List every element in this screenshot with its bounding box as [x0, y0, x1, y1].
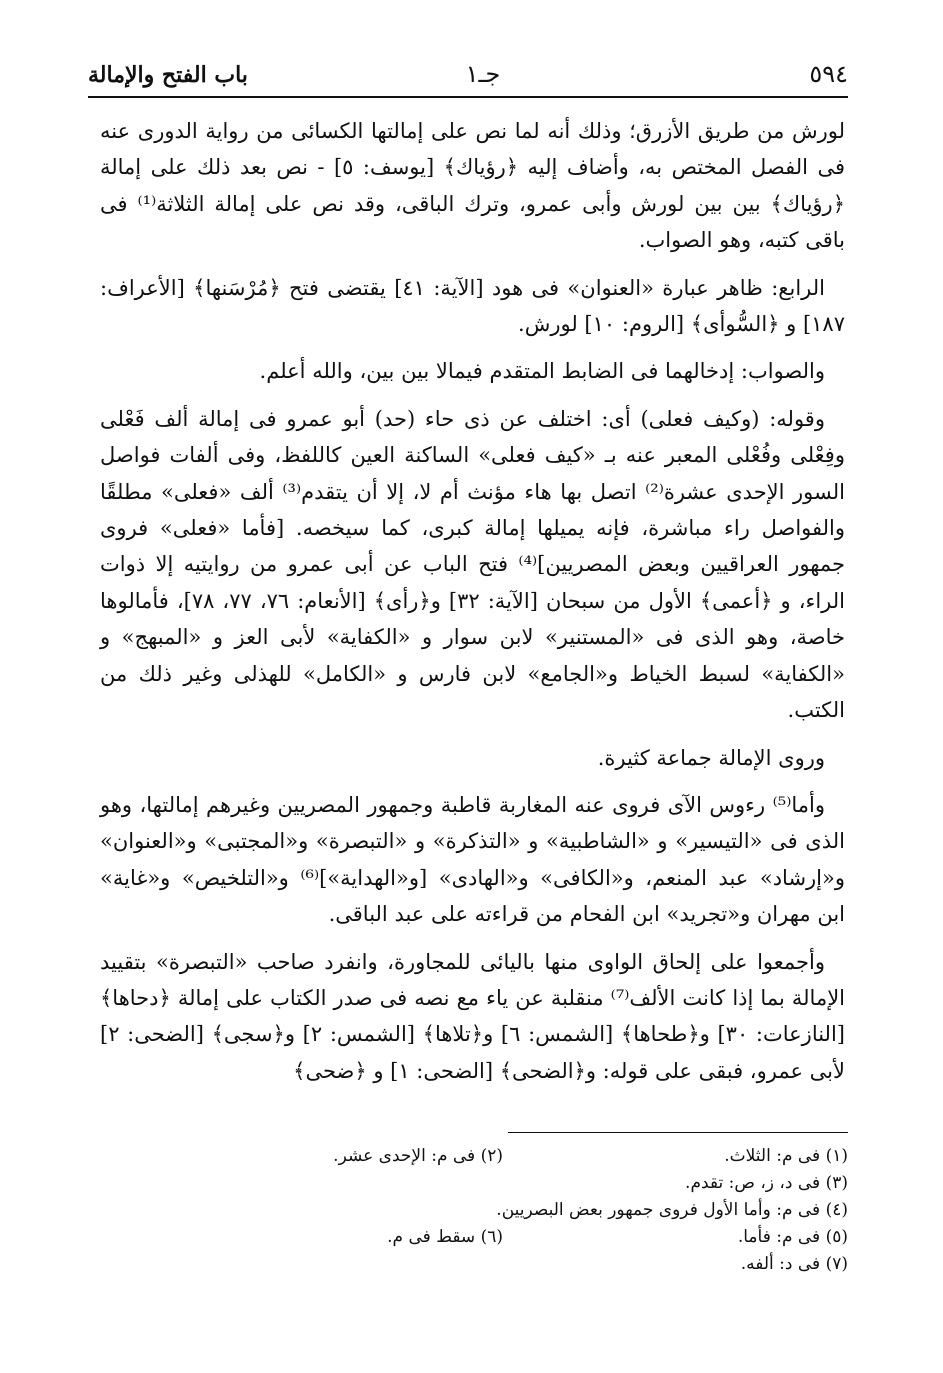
- paragraph: وروى الإمالة جماعة كثيرة.: [597, 745, 825, 770]
- paragraph: وقوله: (وكيف فعلى) أى: اختلف عن ذى حاء (حد) أبو عمرو فى إمالة ألف فَعْلى وفِعْلى وفُعْلى المعبر عنه بـ «كيف فعلى» الساكنة العين كاللفظ، وفى ألفات فواصل السور الإحدى عشرة⁽²⁾ اتصل بها هاء مؤنث أم لا، إلا أن يتقدم⁽³⁾ ألف «فعلى» مطلقًا والفواصل راء مباشرة، فإنه يميلها إمالة كبرى، كما سيخصه. [فأما «فعلى» فروى جمهور العراقيين وبعض المصريين]⁽⁴⁾ فتح الباب عن أبى عمرو من روايتيه إلا ذوات الراء، و ﴿أعمى﴾ الأول من سبحان [الآية: ٣٢] و﴿رأى﴾ [الأنعام: ٧٦، ٧٧، ٧٨]، فأمالوها خاصة، وهو الذى فى «المستنير» لابن سوار و «الكفاية» لأبى العز و «المبهج» و «الكفاية» لسبط الخياط و«الجامع» لابن فارس و «الكامل» للهذلى وغير ذلك من الكتب.: [100, 406, 846, 723]
- paragraph: وأما⁽⁵⁾ رءوس الآى فروى عنه المغاربة قاطبة وجمهور المصريين وغيرهم إمالتها، وهو الذى فى «التيسير» و «الشاطبية» و «التذكرة» و «التبصرة» و«المجتبى» و«العنوان» و«إرشاد» عبد المنعم، و«الكافى» و«الهادى» [و«الهداية»]⁽⁶⁾ و«التلخيص» و«غاية» ابن مهران و«تجريد» ابن الفحام من قراءته على عبد الباقى.: [100, 792, 845, 927]
- main-text: [100, 113, 845, 1100]
- footnote: (٤) فى م: وأما الأول فروى جمهور بعض البصريين.: [496, 1200, 848, 1220]
- footnotes: [200, 1143, 848, 1278]
- footnote: (٣) فى د، ز، ص: تقدم.: [685, 1173, 848, 1193]
- paragraph: الرابع: ظاهر عبارة «العنوان» فى هود [الآية: ٤١] يقتضى فتح ﴿مُرْسَنها﴾ [الأعراف: ١٨٧] و ﴿السُّوأى﴾ [الروم: ١٠] لورش.: [100, 275, 845, 337]
- header-rule: [88, 96, 848, 98]
- chapter-title: باب الفتح والإمالة: [88, 62, 248, 88]
- footnote: (١) فى م: الثلاث.: [724, 1146, 848, 1166]
- footnote: (٢) فى م: الإحدى عشر.: [333, 1146, 503, 1166]
- paragraph: وأجمعوا على إلحاق الواوى منها باليائى للمجاورة، وانفرد صاحب «التبصرة» بتقييد الإمالة بما إذا كانت الألف⁽⁷⁾ منقلبة عن ياء مع نصه فى صدر الكتاب على إمالة ﴿دحاها﴾ [النازعات: ٣٠] و﴿طحاها﴾ [الشمس: ٦] و﴿تلاها﴾ [الشمس: ٢] و﴿سجى﴾ [الضحى: ٢] لأبى عمرو، فبقى على قوله: و﴿الضحى﴾ [الضحى: ١] و ﴿ضحى﴾: [100, 949, 845, 1083]
- page-header: [88, 52, 848, 96]
- footnote-row: [200, 1251, 848, 1278]
- footnote: (٧) فى د: ألفه.: [740, 1254, 848, 1274]
- footnote-row: [200, 1170, 848, 1197]
- footnote-row: [200, 1224, 848, 1251]
- paragraph: لورش من طريق الأزرق؛ وذلك أنه لما نص على إمالتها الكسائى من رواية الدورى عنه فى الفصل المختص به، وأضاف إليه ﴿رؤياك﴾ [يوسف: ٥] - نص بعد ذلك على إمالة ﴿رؤياك﴾ بين بين لورش وأبى عمرو، وترك الباقى، وقد نص على إمالة الثلاثة⁽¹⁾ فى باقى كتبه، وهو الصواب.: [100, 119, 845, 253]
- footnote: (٦) سقط فى م.: [387, 1227, 503, 1247]
- footnote-row: [200, 1143, 848, 1170]
- footnote: (٥) فى م: فأما.: [737, 1227, 848, 1247]
- footnote-row: [200, 1197, 848, 1224]
- page-number: ٥٩٤: [809, 60, 848, 88]
- footnote-rule: [508, 1132, 848, 1133]
- paragraph: والصواب: إدخالهما فى الضابط المتقدم فيمالا بين بين، والله أعلم.: [259, 359, 825, 384]
- volume-label: جـ١: [465, 60, 501, 88]
